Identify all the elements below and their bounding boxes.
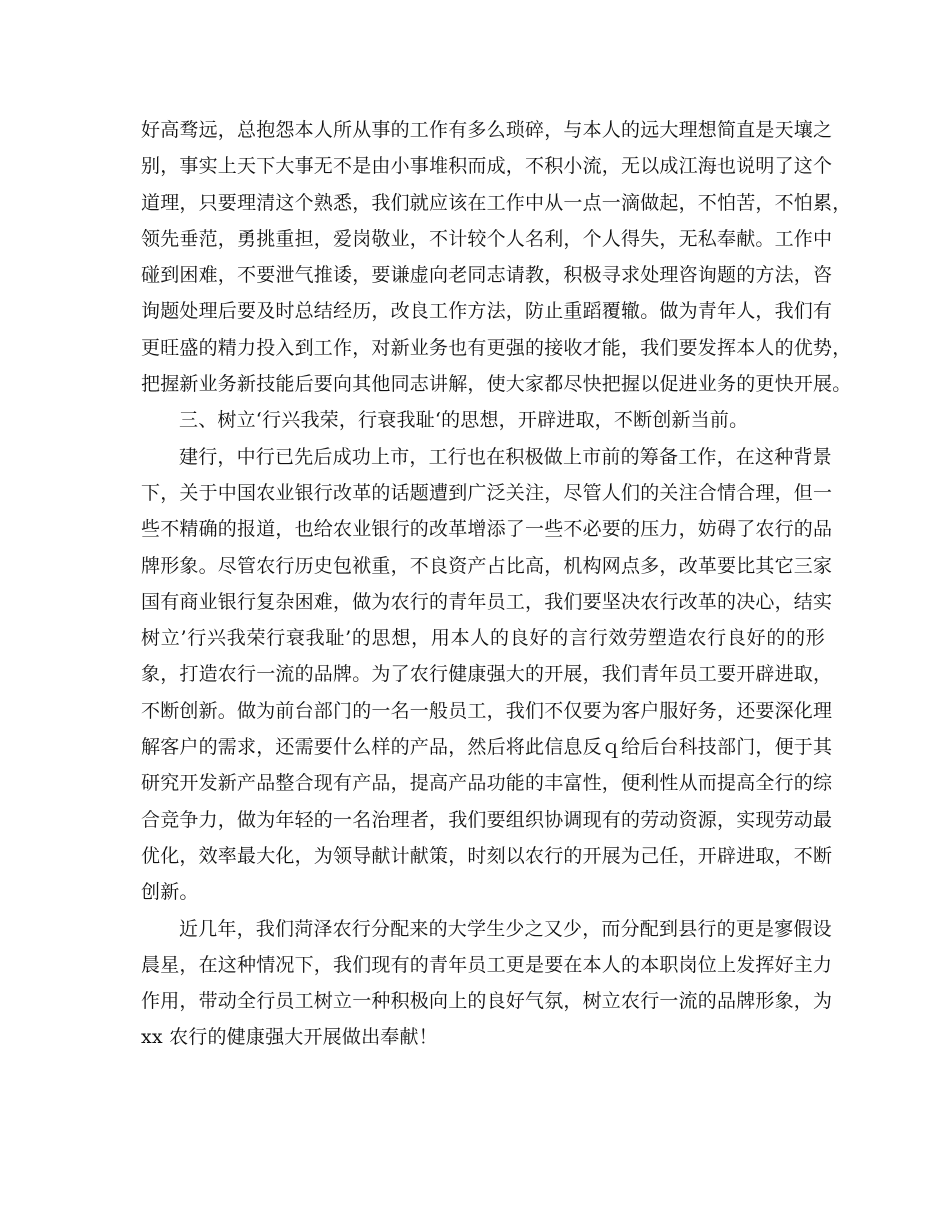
body-text bbox=[141, 112, 852, 1056]
text-line: 象，打造农行一流的品牌。为了农行健康强大的开展，我们青年员工要开辟进取， bbox=[141, 663, 833, 686]
text-line: 碰到困难，不要泄气推诿，要谦虚向老同志请教，积极寻求处理咨询题的方法，咨 bbox=[141, 264, 833, 287]
text-line: 三、树立‘行兴我荣，行衰我耻‘的思想，开辟进取，不断创新当前。 bbox=[179, 409, 749, 432]
paragraph bbox=[141, 402, 825, 438]
text-line: 领先垂范，勇挑重担，爱岗敬业，不计较个人名利，个人得失，无私奉献。工作中 bbox=[141, 227, 833, 250]
text-line: 更旺盛的精力投入到工作，对新业务也有更强的接收才能，我们要发挥本人的优势， bbox=[141, 336, 852, 359]
text-line: 别，事实上天下大事无不是由小事堆积而成，不积小流，无以成江海也说明了这个 bbox=[141, 155, 833, 178]
text-line: 研究开发新产品整合现有产品，提高产品功能的丰富性，便利性从而提高全行的综 bbox=[141, 772, 833, 795]
text-line: 建行，中行已先后成功上市，工行也在积极做上市前的筹备工作，在这种背景 bbox=[179, 445, 832, 468]
text-line: 晨星，在这种情况下，我们现有的青年员工更是要在本人的本职岗位上发挥好主力 bbox=[141, 953, 833, 976]
text-line: 好高骛远，总抱怨本人所从事的工作有多么琐碎，与本人的远大理想简直是天壤之 bbox=[141, 119, 833, 141]
text-line: 些不精确的报道，也给农业银行的改革增添了一些不必要的压力，妨碍了农行的品 bbox=[141, 518, 833, 541]
text-line: 牌形象。尽管农行历史包袱重，不良资产占比高，机构网点多，改革要比其它三家 bbox=[141, 554, 833, 577]
text-line: 优化，效率最大化，为领导献计献策，时刻以农行的开展为己任，开辟进取，不断 bbox=[141, 844, 833, 867]
text-line: 询题处理后要及时总结经历，改良工作方法，防止重蹈覆辙。做为青年人，我们有 bbox=[141, 300, 833, 323]
text-line: 树立’行兴我荣行衰我耻’的思想，用本人的良好的言行效劳塑造农行良好的的形 bbox=[141, 627, 825, 650]
text-line: xx 农行的健康强大开展做出奉献！ bbox=[141, 1026, 438, 1049]
paragraph bbox=[141, 112, 852, 402]
paragraph bbox=[141, 439, 833, 911]
text-line: 合竞争力，做为年轻的一名治理者，我们要组织协调现有的劳动资源，实现劳动最 bbox=[141, 808, 833, 831]
text-line: 国有商业银行复杂困难，做为农行的青年员工，我们要坚决农行改革的决心，结实 bbox=[141, 590, 833, 613]
text-line: 下，关于中国农业银行改革的话题遭到广泛关注，尽管人们的关注合情合理，但一 bbox=[141, 481, 833, 504]
text-line: 解客户的需求，还需要什么样的产品，然后将此信息反ｑ给后台科技部门，便于其 bbox=[141, 736, 833, 759]
text-line: 把握新业务新技能后要向其他同志讲解，使大家都尽快把握以促进业务的更快开展。 bbox=[141, 373, 852, 396]
paragraph bbox=[141, 911, 833, 1056]
text-line: 创新。 bbox=[141, 881, 199, 904]
text-line: 近几年，我们菏泽农行分配来的大学生少之又少，而分配到县行的更是寥假设 bbox=[179, 917, 832, 940]
text-line: 不断创新。做为前台部门的一名一般员工，我们不仅要为客户服好务，还要深化理 bbox=[141, 699, 833, 722]
text-line: 道理，只要理清这个熟悉，我们就应该在工作中从一点一滴做起，不怕苦，不怕累， bbox=[141, 191, 852, 214]
text-line: 作用，带动全行员工树立一种积极向上的良好气氛，树立农行一流的品牌形象，为 bbox=[141, 990, 833, 1013]
